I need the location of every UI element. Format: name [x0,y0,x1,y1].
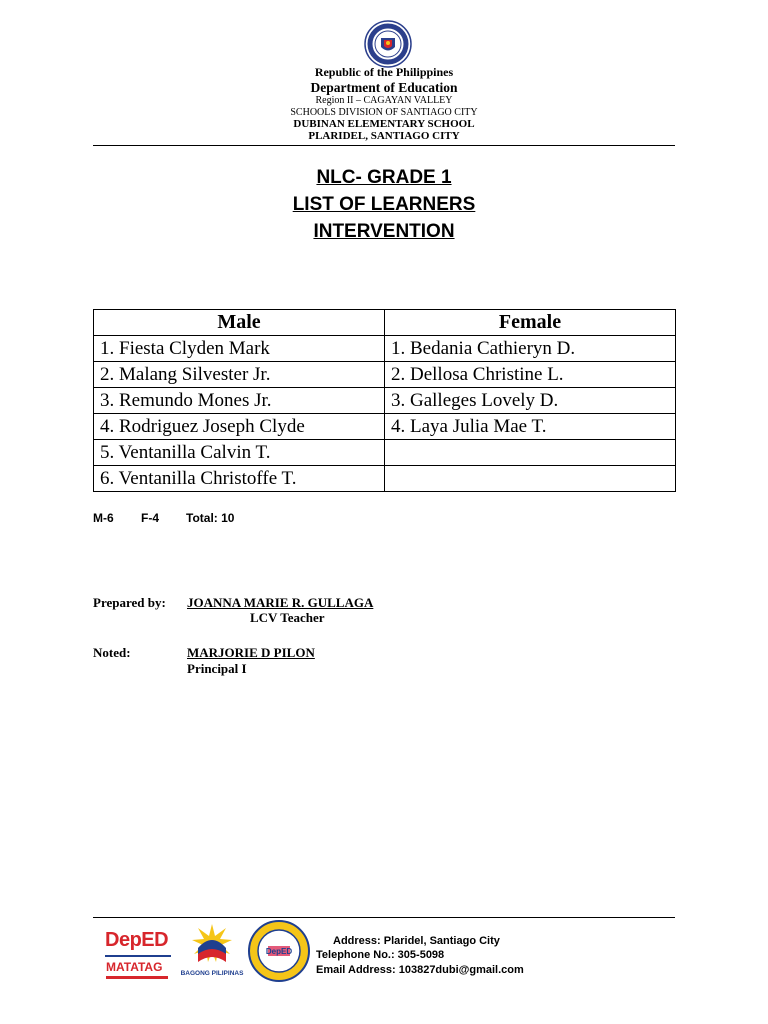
table-row [94,440,676,466]
table-row [94,388,676,414]
header-school: DUBINAN ELEMENTARY SCHOOL [293,118,475,130]
summary-male: M-6 [93,511,114,525]
noted-name: MARJORIE D PILON [187,645,315,660]
bagong-pilipinas-logo [180,922,244,984]
title-grade: NLC- GRADE 1 [316,167,452,188]
deped-logo-text: DepED [105,929,169,951]
prepared-label: Prepared by: [93,595,166,610]
noted-label: Noted: [93,645,131,660]
title-list: LIST OF LEARNERS [292,194,476,215]
male-header: Male [94,310,385,336]
header-region: Region II – CAGAYAN VALLEY [315,95,453,106]
summary-total: Total: 10 [186,511,235,525]
matatag-text: MATATAG [106,960,163,974]
noted-role: Principal I [187,661,247,676]
table-row [94,466,676,492]
svg-text:DepED: DepED [265,947,293,956]
logo-stripe [105,955,171,957]
female-learner: 4. Laya Julia Mae T. [385,414,676,440]
prepared-name: JOANNA MARIE R. GULLAGA [187,595,374,610]
deped-matatag-logo [103,925,175,985]
table-row [94,414,676,440]
school-seal-logo [246,920,312,982]
logo-underline [106,976,168,979]
female-learner [385,440,676,466]
female-learner: 1. Bedania Cathieryn D. [385,336,676,362]
male-learner: 5. Ventanilla Calvin T. [94,440,385,466]
footer-email: Email Address: 103827dubi@gmail.com [316,964,524,976]
summary-female: F-4 [141,511,159,525]
title-intervention: INTERVENTION [313,221,455,242]
header-divider [93,145,675,146]
prepared-role: LCV Teacher [250,610,325,625]
male-learner: 4. Rodriguez Joseph Clyde [94,414,385,440]
female-learner: 3. Galleges Lovely D. [385,388,676,414]
sun-emblem-icon [190,922,234,966]
header-location: PLARIDEL, SANTIAGO CITY [308,130,460,142]
male-learner: 1. Fiesta Clyden Mark [94,336,385,362]
footer-telephone: Telephone No.: 305-5098 [316,949,445,961]
table-row [94,336,676,362]
bagong-pilipinas-text: BAGONG PILIPINAS [180,970,244,977]
male-learner: 3. Remundo Mones Jr. [94,388,385,414]
female-learner: 2. Dellosa Christine L. [385,362,676,388]
footer-address: Address: Plaridel, Santiago City [333,935,500,947]
male-learner: 6. Ventanilla Christoffe T. [94,466,385,492]
footer-divider [93,917,675,918]
learners-table [93,309,676,492]
male-learner: 2. Malang Silvester Jr. [94,362,385,388]
header-division: SCHOOLS DIVISION OF SANTIAGO CITY [290,107,478,118]
table-header-row [94,310,676,336]
table-row [94,362,676,388]
header-department: Department of Education [310,80,458,95]
female-header: Female [385,310,676,336]
female-learner [385,466,676,492]
header-republic: Republic of the Philippines [314,65,454,79]
deped-seal-icon [364,20,412,68]
